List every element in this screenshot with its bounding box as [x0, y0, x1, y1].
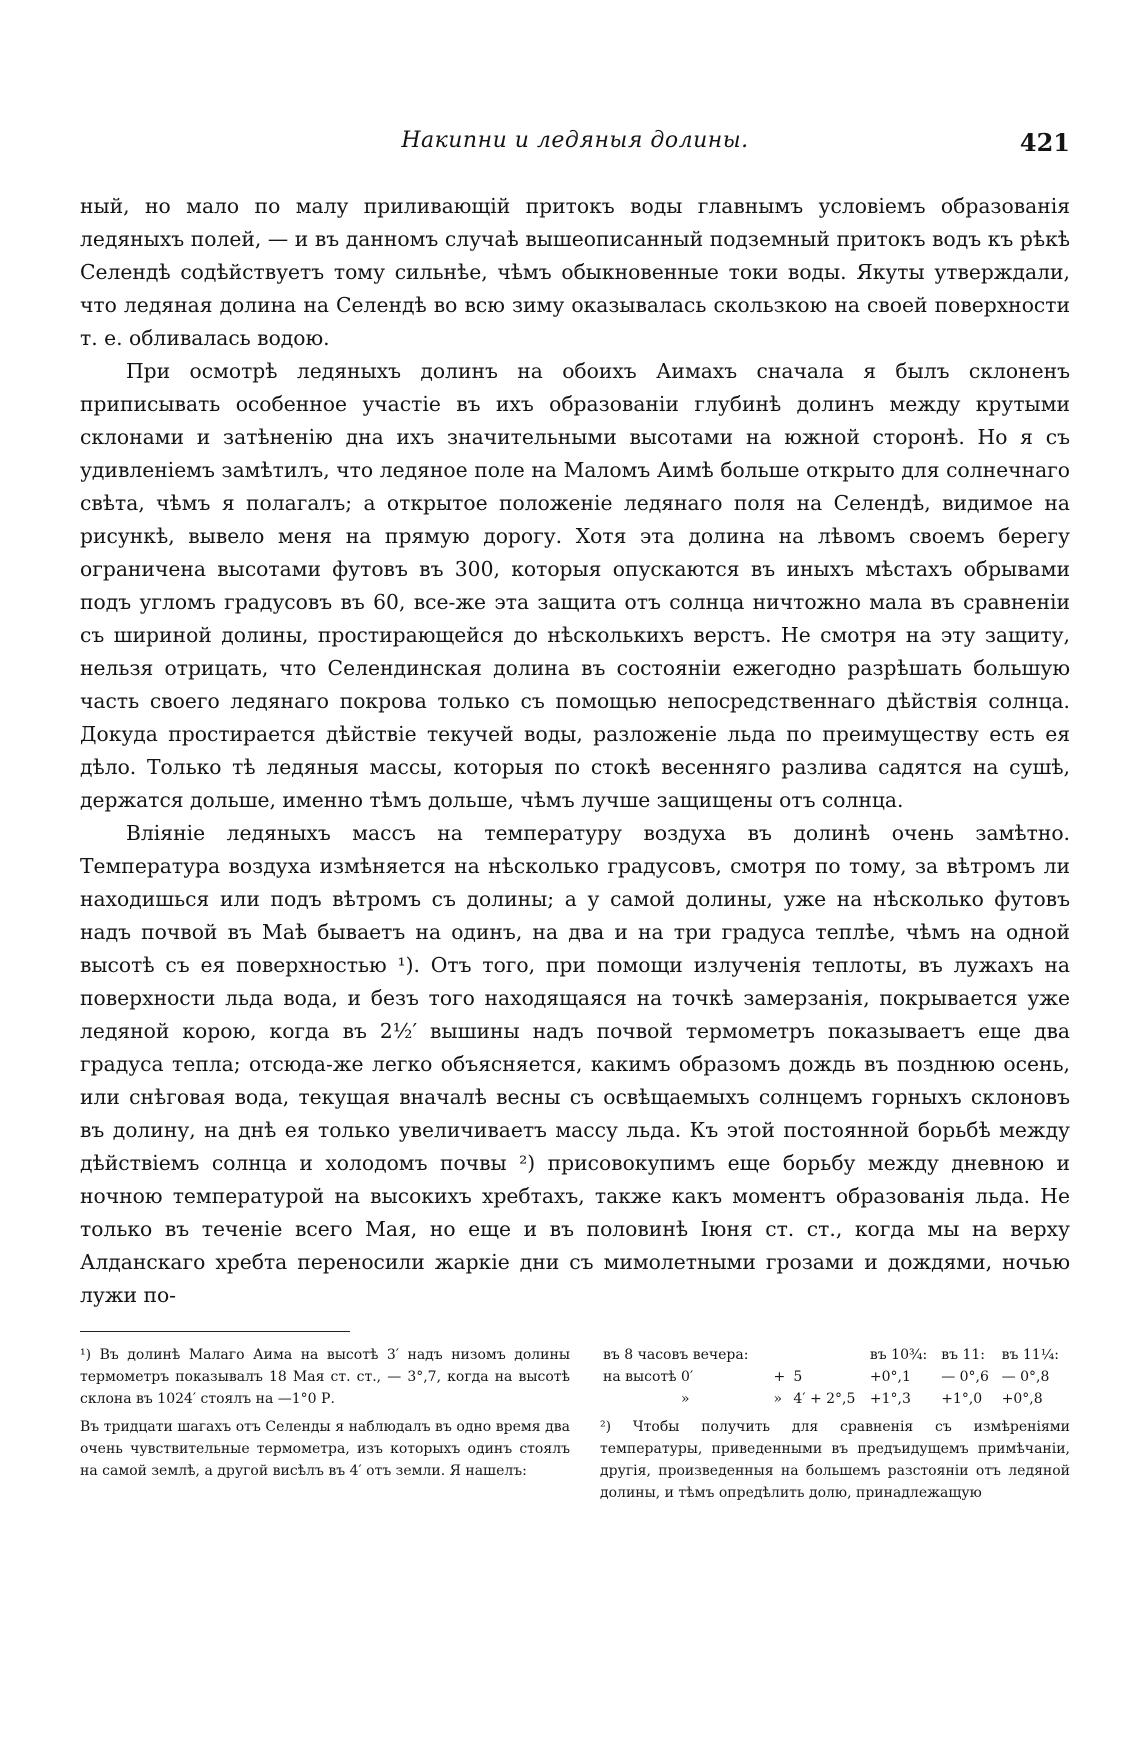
table-cell: +	[773, 1369, 786, 1385]
table-cell: »	[773, 1391, 783, 1407]
table-row	[600, 1388, 1070, 1410]
footnote-column-left	[80, 1344, 570, 1482]
table-cell: +0°,8	[1001, 1391, 1043, 1407]
table-cell: въ 11:	[941, 1347, 985, 1363]
footnote-1: ¹) Въ долинѣ Малаго Аима на высотѣ 3′ надъ низомъ долины термометръ показывалъ 18 Мая ст. ст., — 3°,7, когда на высотѣ склона въ 1024′ стоялъ на —1°0 Р.	[80, 1347, 570, 1407]
table-cell: — 0°,8	[1001, 1369, 1050, 1385]
table-cell: +1°,3	[869, 1391, 911, 1407]
paragraph: Вліяніе ледяныхъ массъ на температуру воздуха въ долинѣ очень замѣтно. Температура воздуха измѣняется на нѣсколько градусовъ, смотря по тому, за вѣтромъ ли находишься или подъ вѣтромъ съ долины; а у самой долины, уже на нѣсколько футовъ надъ почвой въ Маѣ бываетъ на одинъ, на два и на три градуса теплѣе, чѣмъ на одной высотѣ съ ея поверхностью ¹). Отъ того, при помощи излученія теплоты, въ лужахъ на поверхности льда вода, и безъ того находящаяся на точкѣ замерзанія, покрывается уже ледяной корою, когда въ 2½′ вышины надъ почвой термометръ показываетъ еще два градуса тепла; отсюда-же легко объясняется, какимъ образомъ дождь въ позднюю осень, или снѣговая вода, текущая вначалѣ весны съ освѣщаемыхъ солнцемъ горныхъ склоновъ въ долину, на днѣ ея только увеличиваетъ массу льда. Къ этой постоянной борьбѣ между дѣйствіемъ солнца и холодомъ почвы ²) присовокупимъ еще борьбу между дневною и ночною температурой на высокихъ хребтахъ, также какъ моментъ образованія льда. Не только въ теченіе всего Мая, но еще и въ половинѣ Іюня ст. ст., когда мы на верху Алданскаго хребта переносили жаркіе дни съ мимолетными грозами и дождями, ночью лужи по-	[80, 821, 1070, 1307]
table-cell: на высотѣ 0′	[603, 1369, 694, 1385]
table-row	[600, 1344, 1070, 1366]
table-cell: +0°,1	[869, 1369, 911, 1385]
table-cell	[790, 1344, 867, 1366]
footnote-2: ²) Чтобы получить для сравненія съ измѣреніями температуры, приведенными въ предъидущемъ примѣчаніи, другія, произведенныя на большемъ разстояніи отъ ледяной долины, и тѣмъ опредѣлить долю, принадлежащую	[600, 1419, 1070, 1501]
table-cell: въ 10¾:	[869, 1347, 928, 1363]
running-title: Накипни и ледяныя долины.	[401, 128, 749, 153]
table-cell: 4′ + 2°,5	[793, 1391, 856, 1407]
page-header	[80, 128, 1070, 164]
paragraph: При осмотрѣ ледяныхъ долинъ на обоихъ Аимахъ сначала я былъ склоненъ приписывать особенное участіе въ ихъ образованіи глубинѣ долинъ между крутыми склонами и затѣненію дна ихъ значительными высотами на южной сторонѣ. Но я съ удивленіемъ замѣтилъ, что ледяное поле на Маломъ Аимѣ больше открыто для солнечнаго свѣта, чѣмъ я полагалъ; а открытое положеніе ледянаго поля на Селендѣ, видимое на рисункѣ, вывело меня на прямую дорогу. Хотя эта долина на лѣвомъ своемъ берегу ограничена высотами футовъ въ 300, которыя опускаются въ иныхъ мѣстахъ обрывами подъ угломъ градусовъ въ 60, все-же эта защита отъ солнца ничтожно мала въ сравненіи съ шириной долины, простирающейся до нѣсколькихъ верстъ. Не смотря на эту защиту, нельзя отрицать, что Селендинская долина въ состояніи ежегодно разрѣшать большую часть своего ледянаго покрова только съ помощью непосредственнаго дѣйствія солнца. Докуда простирается дѣйствіе текучей воды, разложеніе льда по преимуществу есть ея дѣло. Только тѣ ледяныя массы, которыя по стокѣ весенняго разлива садятся на сушѣ, держатся дольше, именно тѣмъ дольше, чѣмъ лучше защищены отъ солнца.	[80, 359, 1070, 812]
temperature-table	[600, 1344, 1070, 1410]
table-cell: +1°,0	[941, 1391, 983, 1407]
main-text	[80, 190, 1070, 1312]
table-cell: — 0°,6	[941, 1369, 989, 1385]
page-number: 421	[1019, 128, 1070, 157]
table-cell: 5	[793, 1369, 803, 1385]
table-cell: въ 11¼:	[1001, 1347, 1059, 1363]
footnote-column-right	[600, 1344, 1070, 1504]
table-row	[600, 1366, 1070, 1388]
table-cell	[770, 1344, 790, 1366]
footnote-separator	[80, 1331, 350, 1332]
footnote-1-continued: Въ тридцати шагахъ отъ Селенды я наблюдалъ въ одно время два очень чувствительные термометра, изъ которыхъ одинъ стоялъ на самой землѣ, а другой висѣлъ въ 4′ отъ земли. Я нашелъ:	[80, 1419, 570, 1479]
table-cell: въ 8 часовъ вечера:	[603, 1347, 749, 1363]
paragraph: ный, но мало по малу приливающій притокъ воды главнымъ условіемъ образованія ледяныхъ полей, — и въ данномъ случаѣ вышеописанный подземный притокъ водъ къ рѣкѣ Селендѣ содѣйствуетъ тому сильнѣе, чѣмъ обыкновенные токи воды. Якуты утверждали, что ледяная долина на Селендѣ во всю зиму оказывалась скользкою на своей поверхности т. е. обливалась водою.	[80, 194, 1070, 350]
table-cell: »	[680, 1391, 690, 1407]
